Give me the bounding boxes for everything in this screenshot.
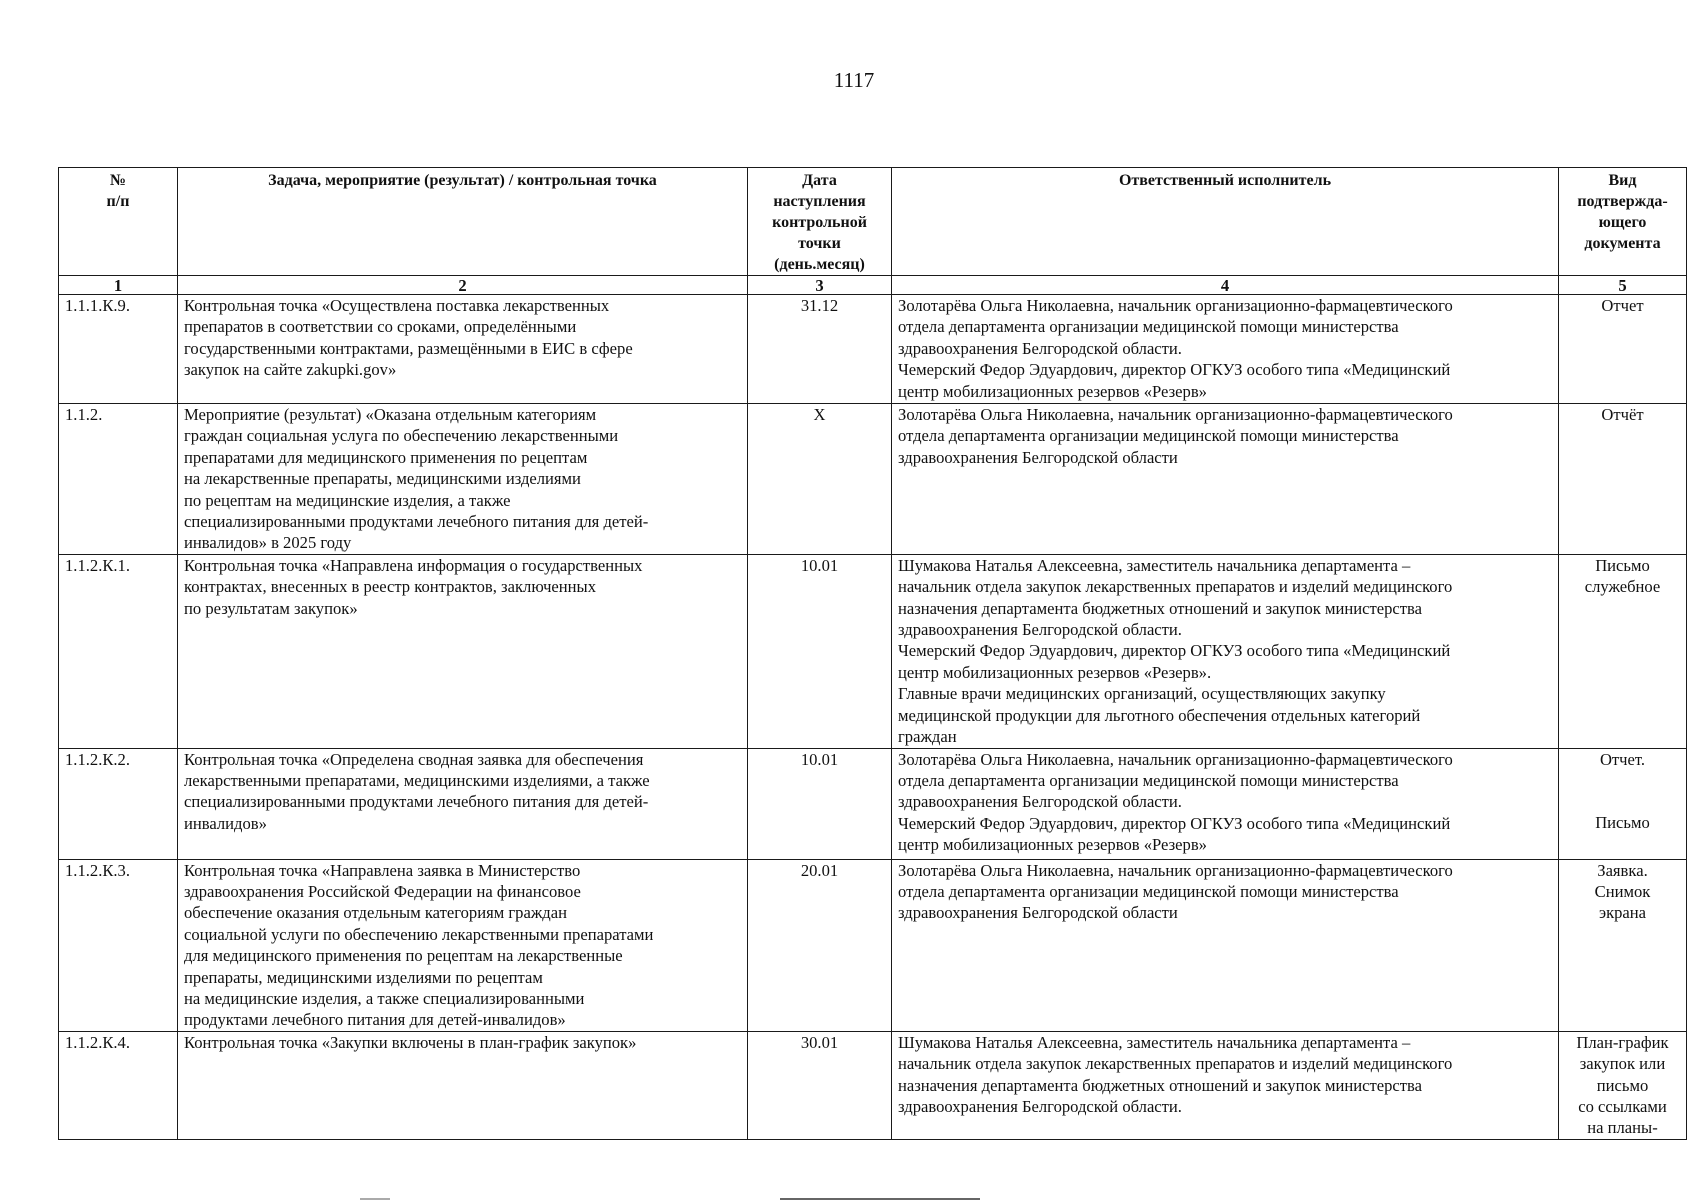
responsible-line: Золотарёва Ольга Николаевна, начальник организационно-фармацевтического [898, 296, 1453, 315]
column-number: 1 [59, 276, 178, 295]
document-line: Отчет [1601, 296, 1644, 315]
task-line: обеспечение оказания отдельным категориям граждан [184, 903, 567, 923]
row-responsible [892, 295, 1559, 404]
row-document-type [1559, 859, 1687, 1031]
task-line: препаратов в соответствии со сроками, определёнными [184, 317, 577, 337]
task-line: препаратами для медицинского применения по рецептам [184, 447, 588, 467]
responsible-line: Чемерский Федор Эдуардович, директор ОГКУЗ особого типа «Медицинский [898, 641, 1451, 661]
table-row [59, 554, 1687, 748]
row-task [178, 295, 748, 404]
table-header-row [59, 168, 1687, 276]
task-line: специализированными продуктами лечебного питания для детей- [184, 512, 649, 532]
document-line: письмо [1596, 1075, 1649, 1095]
responsible-line: Чемерский Федор Эдуардович, директор ОГКУЗ особого типа «Медицинский [898, 813, 1451, 833]
row-document-type [1559, 404, 1687, 555]
row-date: Х [748, 404, 892, 555]
row-responsible [892, 554, 1559, 748]
responsible-line: Золотарёва Ольга Николаевна, начальник организационно-фармацевтического [898, 860, 1453, 880]
responsible-line: начальник отдела закупок лекарственных препаратов и изделий медицинского [898, 1054, 1453, 1074]
row-date: 10.01 [748, 748, 892, 859]
task-line: лекарственными препаратами, медицинскими изделиями, а также [184, 770, 650, 790]
task-line: Мероприятие (результат) «Оказана отдельным категориям [184, 405, 597, 424]
document-line: экрана [1598, 903, 1647, 923]
row-number: 1.1.2.К.4. [59, 1031, 178, 1139]
responsible-line: здравоохранения Белгородской области. [898, 792, 1182, 812]
responsible-line: начальник отдела закупок лекарственных препаратов и изделий медицинского [898, 577, 1453, 597]
column-number: 2 [178, 276, 748, 295]
task-line: инвалидов» в 2025 году [184, 533, 352, 553]
responsible-line: здравоохранения Белгородской области. [898, 338, 1182, 358]
row-date: 31.12 [748, 295, 892, 404]
row-responsible [892, 748, 1559, 859]
row-task [178, 859, 748, 1031]
document-line [1565, 791, 1680, 812]
task-line: Контрольная точка «Направлена информация о государственных [184, 555, 643, 575]
responsible-line: здравоохранения Белгородской области. [898, 1096, 1182, 1116]
row-responsible [892, 404, 1559, 555]
header-date: Дата наступления контрольной точки (день.месяц) [748, 168, 892, 276]
responsible-line: назначения департамента бюджетных отношений и закупок министерства [898, 1075, 1422, 1095]
task-line: социальной услуги по обеспечению лекарственными препаратами [184, 924, 654, 944]
row-number: 1.1.1.К.9. [59, 295, 178, 404]
responsible-line: отдела департамента организации медицинской помощи министерства [898, 770, 1399, 790]
document-line: Отчет. [1599, 749, 1646, 769]
task-line: здравоохранения Российской Федерации на финансовое [184, 881, 581, 901]
task-line: препараты, медицинскими изделиями по рецептам [184, 967, 543, 987]
task-line: по результатам закупок» [184, 598, 358, 618]
responsible-line: центр мобилизационных резервов «Резерв» [898, 381, 1207, 401]
document-line: Снимок [1594, 881, 1651, 901]
responsible-line: граждан [898, 727, 957, 747]
row-task [178, 1031, 748, 1139]
row-task [178, 404, 748, 555]
row-date: 10.01 [748, 554, 892, 748]
header-document: Вид подтвержда- ющего документа [1559, 168, 1687, 276]
responsible-line: Чемерский Федор Эдуардович, директор ОГКУЗ особого типа «Медицинский [898, 360, 1451, 380]
responsible-line: отдела департамента организации медицинской помощи министерства [898, 317, 1399, 337]
column-number: 3 [748, 276, 892, 295]
task-line: граждан социальная услуга по обеспечению лекарственными [184, 426, 619, 446]
document-line: закупок или [1579, 1054, 1666, 1074]
row-task [178, 748, 748, 859]
table-row [59, 748, 1687, 859]
document-line: на планы- [1587, 1118, 1658, 1138]
document-line: Письмо [1595, 555, 1650, 575]
row-number: 1.1.2.К.1. [59, 554, 178, 748]
row-document-type [1559, 554, 1687, 748]
table-row [59, 859, 1687, 1031]
row-number: 1.1.2.К.3. [59, 859, 178, 1031]
row-document-type [1559, 1031, 1687, 1139]
task-line: Контрольная точка «Определена сводная заявка для обеспечения [184, 749, 644, 769]
row-task [178, 554, 748, 748]
responsible-line: назначения департамента бюджетных отношений и закупок министерства [898, 598, 1422, 618]
column-number: 5 [1559, 276, 1687, 295]
page-number: 1117 [833, 68, 875, 92]
row-number: 1.1.2.К.2. [59, 748, 178, 859]
document-line: со ссылками [1578, 1096, 1667, 1116]
row-responsible [892, 859, 1559, 1031]
document-line: Письмо [1595, 812, 1650, 832]
row-document-type [1559, 295, 1687, 404]
table-row [59, 1031, 1687, 1139]
table-row [59, 295, 1687, 404]
row-date: 20.01 [748, 859, 892, 1031]
task-line: контрактах, внесенных в реестр контрактов, заключенных [184, 577, 596, 597]
task-line: инвалидов» [184, 813, 267, 833]
responsible-line: Шумакова Наталья Алексеевна, заместитель начальника департамента – [898, 1032, 1411, 1052]
row-number: 1.1.2. [59, 404, 178, 555]
responsible-line: центр мобилизационных резервов «Резерв» [898, 835, 1207, 855]
header-number: № п/п [59, 168, 178, 276]
responsible-line: отдела департамента организации медицинской помощи министерства [898, 881, 1399, 901]
responsible-line: отдела департамента организации медицинской помощи министерства [898, 426, 1399, 446]
task-line: специализированными продуктами лечебного питания для детей- [184, 792, 649, 812]
task-line: на лекарственные препараты, медицинскими изделиями [184, 469, 581, 489]
task-line: Контрольная точка «Направлена заявка в Министерство [184, 860, 581, 880]
responsible-line: здравоохранения Белгородской области. [898, 620, 1182, 640]
document-line: служебное [1584, 577, 1661, 597]
header-responsible: Ответственный исполнитель [892, 168, 1559, 276]
table-row [59, 404, 1687, 555]
responsible-line: медицинской продукции для льготного обеспечения отдельных категорий [898, 705, 1421, 725]
task-line: Контрольная точка «Осуществлена поставка лекарственных [184, 296, 610, 315]
document-line: План-график [1576, 1032, 1669, 1052]
row-responsible [892, 1031, 1559, 1139]
responsible-line: Золотарёва Ольга Николаевна, начальник организационно-фармацевтического [898, 405, 1453, 424]
responsible-line: Шумакова Наталья Алексеевна, заместитель начальника департамента – [898, 555, 1411, 575]
responsible-line: здравоохранения Белгородской области [898, 903, 1178, 923]
document-line: Отчёт [1601, 405, 1644, 424]
column-number: 4 [892, 276, 1559, 295]
control-points-table [58, 167, 1687, 1140]
task-line: для медицинского применения по рецептам на лекарственные [184, 946, 623, 966]
task-line: на медицинские изделия, а также специализированными [184, 988, 585, 1008]
document-line [1565, 770, 1680, 791]
task-line: продуктами лечебного питания для детей-инвалидов» [184, 1010, 566, 1030]
task-line: закупок на сайте zakupki.gov» [184, 360, 397, 380]
task-line: Контрольная точка «Закупки включены в план-график закупок» [184, 1032, 637, 1052]
responsible-line: Главные врачи медицинских организаций, осуществляющих закупку [898, 684, 1386, 704]
row-document-type [1559, 748, 1687, 859]
row-date: 30.01 [748, 1031, 892, 1139]
document-line: Заявка. [1597, 860, 1648, 880]
responsible-line: Золотарёва Ольга Николаевна, начальник организационно-фармацевтического [898, 749, 1453, 769]
responsible-line: центр мобилизационных резервов «Резерв». [898, 662, 1212, 682]
task-line: государственными контрактами, размещёнными в ЕИС в сфере [184, 338, 633, 358]
header-task: Задача, мероприятие (результат) / контрольная точка [178, 168, 748, 276]
responsible-line: здравоохранения Белгородской области [898, 447, 1178, 467]
column-number-row [59, 276, 1687, 295]
task-line: по рецептам на медицинские изделия, а также [184, 490, 511, 510]
